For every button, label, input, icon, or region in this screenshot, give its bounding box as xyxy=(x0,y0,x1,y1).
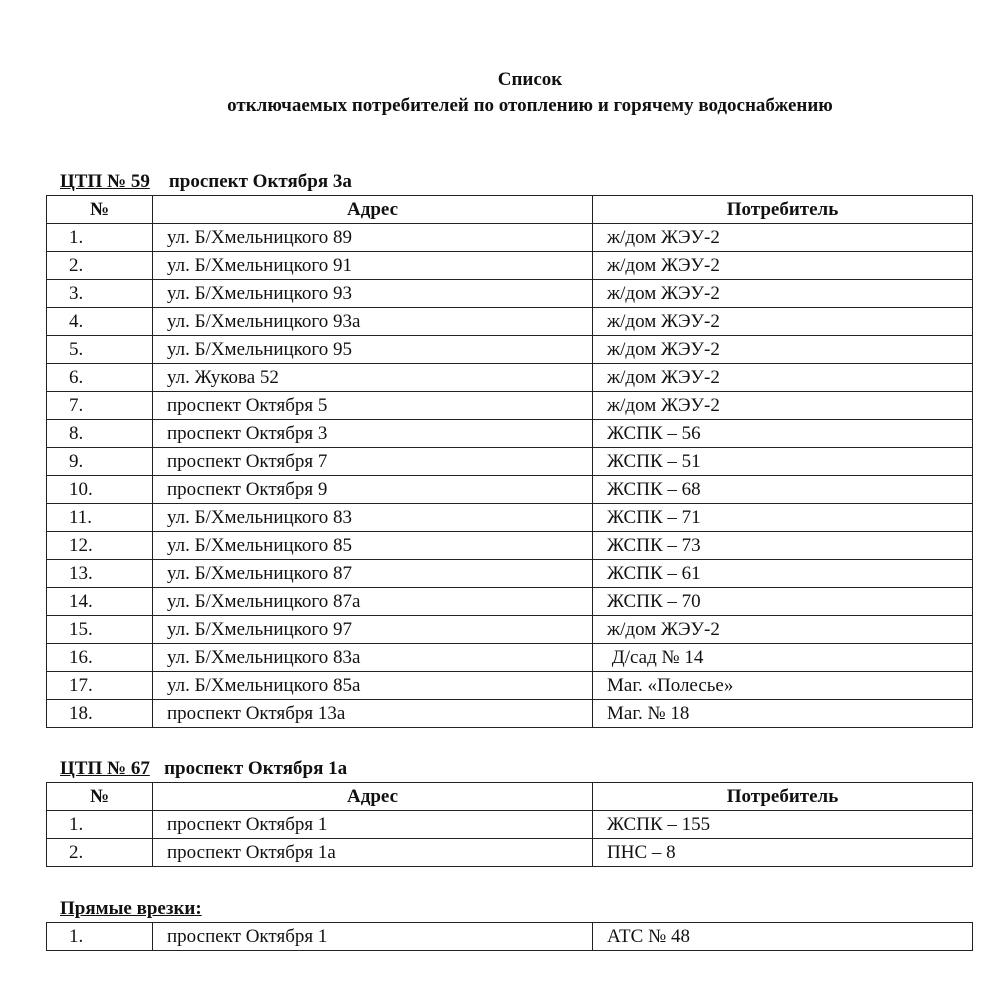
table-row xyxy=(47,308,973,336)
row-address: ул. Б/Хмельницкого 87 xyxy=(153,560,593,588)
row-address: ул. Б/Хмельницкого 93а xyxy=(153,308,593,336)
table-row xyxy=(47,448,973,476)
table-row xyxy=(47,700,973,728)
row-consumer: Маг. № 18 xyxy=(593,700,973,728)
row-consumer: Д/сад № 14 xyxy=(593,644,973,672)
section-heading-ctp-59 xyxy=(60,170,352,194)
row-consumer: ж/дом ЖЭУ-2 xyxy=(593,308,973,336)
row-address: ул. Б/Хмельницкого 97 xyxy=(153,616,593,644)
row-consumer: ЖСПК – 68 xyxy=(593,476,973,504)
row-number: 18. xyxy=(47,700,153,728)
row-address: ул. Б/Хмельницкого 85 xyxy=(153,532,593,560)
row-address: проспект Октября 1 xyxy=(153,811,593,839)
table-row xyxy=(47,280,973,308)
row-consumer: ж/дом ЖЭУ-2 xyxy=(593,224,973,252)
table-header-row xyxy=(47,196,973,224)
row-consumer: ж/дом ЖЭУ-2 xyxy=(593,252,973,280)
row-address: проспект Октября 13а xyxy=(153,700,593,728)
row-address: ул. Б/Хмельницкого 85а xyxy=(153,672,593,700)
row-number: 13. xyxy=(47,560,153,588)
row-address: проспект Октября 1а xyxy=(153,839,593,867)
table-row xyxy=(47,839,973,867)
table-row xyxy=(47,672,973,700)
table-row xyxy=(47,252,973,280)
row-address: проспект Октября 5 xyxy=(153,392,593,420)
row-number: 17. xyxy=(47,672,153,700)
row-number: 8. xyxy=(47,420,153,448)
row-address: ул. Б/Хмельницкого 95 xyxy=(153,336,593,364)
row-address: ул. Б/Хмельницкого 89 xyxy=(153,224,593,252)
row-consumer: ЖСПК – 155 xyxy=(593,811,973,839)
row-address: ул. Б/Хмельницкого 91 xyxy=(153,252,593,280)
section-address: проспект Октября 1а xyxy=(164,758,348,779)
consumers-table-ctp-67 xyxy=(46,782,973,867)
row-address: проспект Октября 3 xyxy=(153,420,593,448)
row-number: 1. xyxy=(47,224,153,252)
row-consumer: ЖСПК – 61 xyxy=(593,560,973,588)
row-address: ул. Б/Хмельницкого 83а xyxy=(153,644,593,672)
column-header-num: № xyxy=(47,196,153,224)
document-subtitle: отключаемых потребителей по отоплению и горячему водоснабжению xyxy=(227,95,833,116)
section-label: ЦТП № 59 xyxy=(60,171,150,192)
table-row xyxy=(47,504,973,532)
column-header-num: № xyxy=(47,783,153,811)
column-header-address: Адрес xyxy=(153,196,593,224)
row-consumer: ЖСПК – 51 xyxy=(593,448,973,476)
row-number: 15. xyxy=(47,616,153,644)
row-consumer: ЖСПК – 73 xyxy=(593,532,973,560)
table-row xyxy=(47,616,973,644)
table-header-row xyxy=(47,783,973,811)
row-consumer: ЖСПК – 70 xyxy=(593,588,973,616)
row-address: ул. Б/Хмельницкого 83 xyxy=(153,504,593,532)
row-number: 4. xyxy=(47,308,153,336)
section-address: проспект Октября 3а xyxy=(168,171,352,192)
table-row xyxy=(47,224,973,252)
table-row xyxy=(47,392,973,420)
column-header-address: Адрес xyxy=(153,783,593,811)
section-heading-ctp-67 xyxy=(60,757,347,781)
column-header-consumer: Потребитель xyxy=(593,196,973,224)
row-consumer: ж/дом ЖЭУ-2 xyxy=(593,364,973,392)
row-number: 10. xyxy=(47,476,153,504)
row-number: 16. xyxy=(47,644,153,672)
table-row xyxy=(47,811,973,839)
row-number: 1. xyxy=(47,923,153,951)
row-consumer: ж/дом ЖЭУ-2 xyxy=(593,280,973,308)
row-address: ул. Б/Хмельницкого 87а xyxy=(153,588,593,616)
row-address: ул. Жукова 52 xyxy=(153,364,593,392)
table-row xyxy=(47,336,973,364)
row-number: 9. xyxy=(47,448,153,476)
row-consumer: ЖСПК – 56 xyxy=(593,420,973,448)
consumers-table-direct xyxy=(46,922,973,951)
row-consumer: АТС № 48 xyxy=(593,923,973,951)
row-address: ул. Б/Хмельницкого 93 xyxy=(153,280,593,308)
table-row xyxy=(47,476,973,504)
row-number: 3. xyxy=(47,280,153,308)
row-consumer: Маг. «Полесье» xyxy=(593,672,973,700)
row-number: 14. xyxy=(47,588,153,616)
consumers-table-ctp-59 xyxy=(46,195,973,728)
row-address: проспект Октября 7 xyxy=(153,448,593,476)
row-number: 2. xyxy=(47,252,153,280)
row-number: 7. xyxy=(47,392,153,420)
table-row xyxy=(47,560,973,588)
section-label: ЦТП № 67 xyxy=(60,758,150,779)
table-row xyxy=(47,364,973,392)
row-number: 12. xyxy=(47,532,153,560)
row-number: 6. xyxy=(47,364,153,392)
document-title: Список xyxy=(497,69,563,90)
row-address: проспект Октября 9 xyxy=(153,476,593,504)
table-row xyxy=(47,532,973,560)
row-consumer: ж/дом ЖЭУ-2 xyxy=(593,392,973,420)
row-number: 11. xyxy=(47,504,153,532)
row-number: 5. xyxy=(47,336,153,364)
row-number: 2. xyxy=(47,839,153,867)
row-consumer: ПНС – 8 xyxy=(593,839,973,867)
table-row xyxy=(47,644,973,672)
row-number: 1. xyxy=(47,811,153,839)
column-header-consumer: Потребитель xyxy=(593,783,973,811)
table-row xyxy=(47,923,973,951)
section-label: Прямые врезки: xyxy=(60,898,202,919)
row-address: проспект Октября 1 xyxy=(153,923,593,951)
row-consumer: ЖСПК – 71 xyxy=(593,504,973,532)
section-heading-direct-connections xyxy=(60,897,202,921)
table-row xyxy=(47,420,973,448)
row-consumer: ж/дом ЖЭУ-2 xyxy=(593,336,973,364)
table-row xyxy=(47,588,973,616)
row-consumer: ж/дом ЖЭУ-2 xyxy=(593,616,973,644)
